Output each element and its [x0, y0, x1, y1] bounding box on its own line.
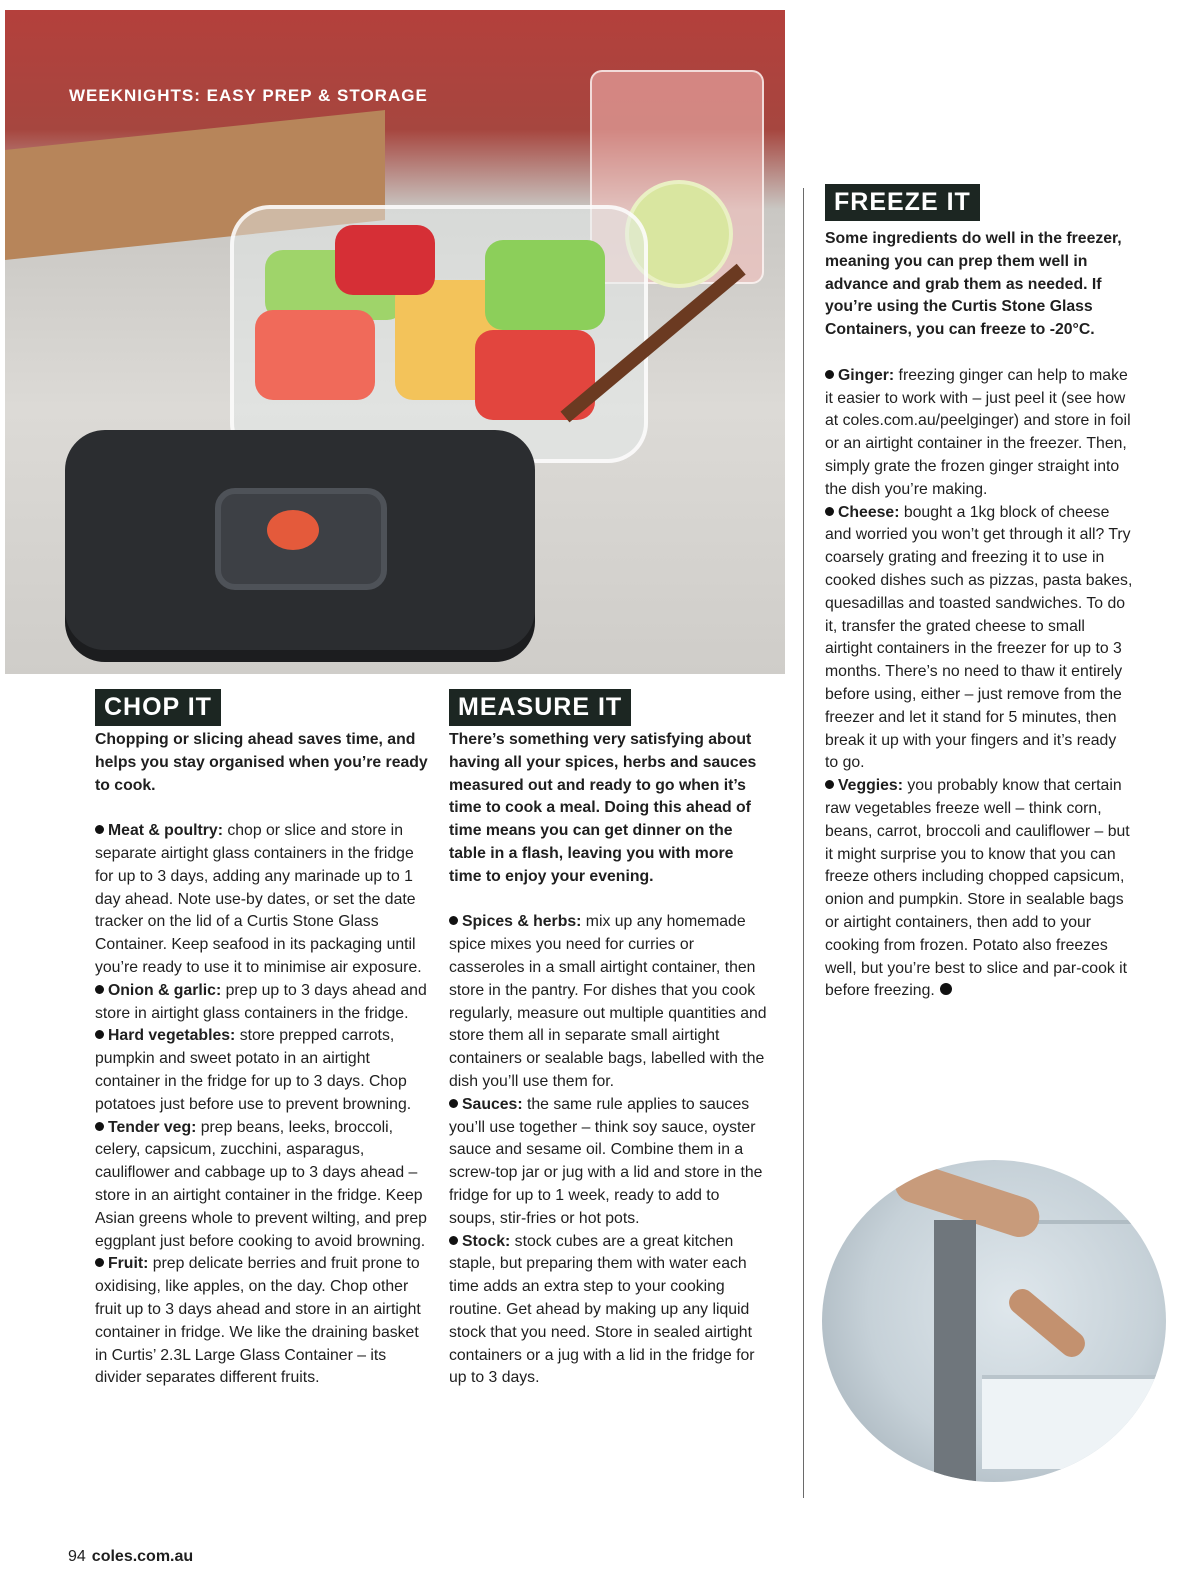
bullet-icon: [95, 985, 104, 994]
measure-column: [449, 729, 767, 1390]
list-item: Hard vegetables: store prepped carrots, pumpkin and sweet potato in an airtight container in the fridge for up to 3 days. Chop potatoes just before use to prevent browning.: [95, 1027, 412, 1113]
freezer-photo: [822, 1160, 1166, 1482]
fridge-door-shape: [934, 1220, 976, 1482]
page-footer: [68, 1548, 193, 1566]
column-divider: [803, 188, 804, 1498]
bullet-icon: [825, 507, 834, 516]
chop-heading: CHOP IT: [95, 689, 221, 726]
hand-shape: [1004, 1284, 1090, 1362]
freeze-column: [825, 228, 1133, 1003]
fruit-shape: [485, 240, 605, 330]
end-mark-icon: [940, 983, 952, 995]
fruit-shape: [335, 225, 435, 295]
bullet-icon: [95, 1258, 104, 1267]
list-item: Veggies: you probably know that certain raw vegetables freeze well – think corn, beans, carrot, broccoli and cauliflower – but it might surprise you to know that you can freeze others including chopped capsicum, onion and pumpkin. Store in sealable bags or airtight containers, then add to your cooking from frozen. Potato also freezes well, but you’re best to slice and par-cook it before freezing.: [825, 777, 1130, 1000]
list-item: Ginger: freezing ginger can help to make it easier to work with – just peel it (see how at coles.com.au/peelginger) and store in foil or an airtight container in the freezer. Then, simply grate the frozen ginger straight into the dish you’re making.: [825, 366, 1131, 498]
bullet-icon: [825, 780, 834, 789]
bullet-icon: [95, 825, 104, 834]
bullet-icon: [449, 1099, 458, 1108]
bullet-icon: [95, 1122, 104, 1131]
hero-photo: [5, 10, 785, 674]
measure-heading: MEASURE IT: [449, 689, 631, 726]
list-item: Sauces: the same rule applies to sauces you’ll use together – think soy sauce, oyster sauce and sesame oil. Combine them in a screw-top jar or jug with a lid and store in the fridge for up to 1 week, ready to add to soups, stir-fries or hot pots.: [449, 1095, 763, 1227]
freeze-heading: FREEZE IT: [825, 184, 980, 221]
fruit-shape: [255, 310, 375, 400]
measure-intro: There’s something very satisfying about having all your spices, herbs and sauces measured out and ready to go when it’s time to cook a meal. Doing this ahead of time means you can get dinner on the table in a flash, leaving you with more time to enjoy your evening.: [449, 731, 757, 885]
chop-column: [95, 729, 430, 1390]
valve-button-shape: [267, 510, 319, 550]
bullet-icon: [825, 370, 834, 379]
freezer-drawer-shape: [982, 1375, 1166, 1469]
site-url: coles.com.au: [91, 1548, 194, 1565]
hero-caption: WEEKNIGHTS: EASY PREP & STORAGE: [69, 86, 428, 105]
list-item: Stock: stock cubes are a great kitchen staple, but preparing them with water each time adds an extra step to your cooking routine. Get ahead by making up any liquid stock that you need. Store in sealed airtight containers or a jug with a lid in the fridge for up to 3 days.: [449, 1232, 755, 1387]
list-item: Onion & garlic: prep up to 3 days ahead and store in airtight glass containers in the fridge.: [95, 981, 427, 1022]
chop-intro: Chopping or slicing ahead saves time, and helps you stay organised when you’re ready to cook.: [95, 731, 428, 794]
bullet-icon: [449, 1236, 458, 1245]
page-number: 94: [68, 1548, 86, 1565]
list-item: Cheese: bought a 1kg block of cheese and worried you won’t get through it all? Try coarsely grating and freezing it to use in cooked dishes such as pizzas, pasta bakes, quesadillas and toasted sandwiches. To do it, transfer the grated cheese to small airtight containers in the freezer for up to 3 months. There’s no need to thaw it entirely before using, either – just remove from the freezer and let it stand for 5 minutes, then break it up with your fingers and it’s ready to go.: [825, 503, 1133, 772]
list-item: Tender veg: prep beans, leeks, broccoli, celery, capsicum, zucchini, asparagus, cauliflower and cabbage up to 3 days ahead – store in an airtight container in the fridge. Keep Asian greens whole to prevent wilting, and prep eggplant just before cooking to avoid browning.: [95, 1118, 427, 1250]
list-item: Spices & herbs: mix up any homemade spice mixes you need for curries or casseroles in a small airtight container, then store in the pantry. For dishes that you cook regularly, measure out multiple quantities and store them all in separate small airtight containers or sealable bags, labelled with the dish you’ll use them for.: [449, 913, 767, 1090]
bullet-icon: [95, 1030, 104, 1039]
bullet-icon: [449, 916, 458, 925]
freeze-intro: Some ingredients do well in the freezer, meaning you can prep them well in advance and grab them as needed. If you’re using the Curtis Stone Glass Containers, you can freeze to -20°C.: [825, 230, 1122, 339]
list-item: Fruit: prep delicate berries and fruit prone to oxidising, like apples, on the day. Chop other fruit up to 3 days ahead and store in an airtight container in fridge. We like the draining basket in Curtis’ 2.3L Large Glass Container – its divider separates different fruits.: [95, 1255, 421, 1387]
list-item: Meat & poultry: chop or slice and store in separate airtight glass containers in the fridge for up to 3 days, adding any marinade up to 1 day ahead. Note use-by dates, or set the date tracker on the lid of a Curtis Stone Glass Container. Keep seafood in its packaging until you’re ready to use it to minimise air exposure.: [95, 822, 422, 976]
